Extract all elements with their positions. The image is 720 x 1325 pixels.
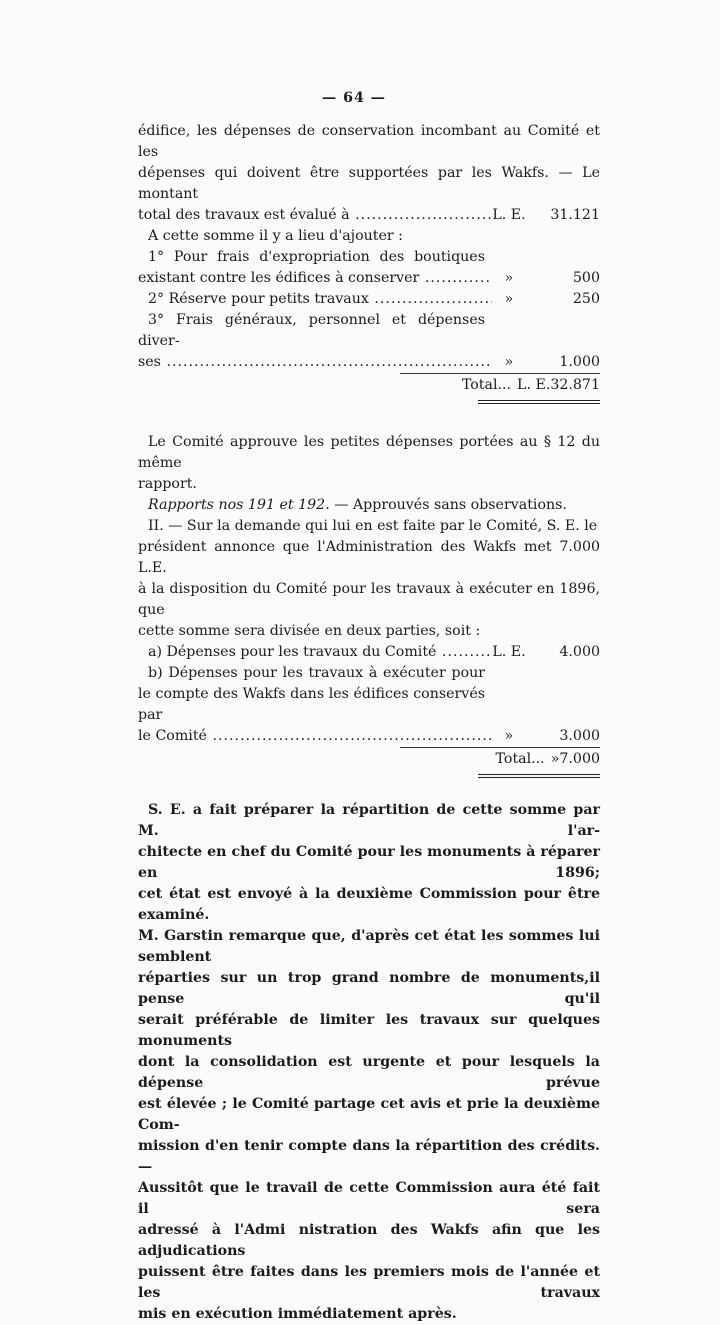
addition-1-row [138, 268, 600, 289]
total-label: Total... [495, 751, 545, 767]
text-line: président annonce que l'Administration des Wakfs met 7.000 L.E. [138, 539, 600, 576]
text-line: II. — Sur la demande qui lui en est faite par le Comité, S. E. le [148, 518, 598, 534]
final-paragraph [138, 800, 600, 1325]
text-line: S. E. a fait préparer la répartition de cette somme par M. l'ar- [138, 802, 600, 839]
reports-line [138, 495, 600, 516]
text-line: mission d'en tenir compte dans la répartition des crédits. — [138, 1138, 600, 1175]
currency-unit: L. E. [492, 644, 526, 660]
ditto-mark: » [504, 728, 514, 744]
part-b-row [138, 726, 600, 747]
addition-3-line1: 3° Frais généraux, personnel et dépenses diver- [138, 312, 485, 349]
reports-reference: Rapports nos 191 et 192. [148, 497, 330, 513]
total-amount: 32.871 [550, 377, 600, 393]
amount: 31.121 [550, 207, 600, 223]
intro-paragraph [138, 121, 600, 247]
ditto-mark: » [504, 354, 514, 370]
addition-1-line1: 1° Pour frais d'expropriation des boutiques [148, 249, 485, 265]
additions-list [138, 247, 600, 404]
total-row [400, 747, 600, 771]
text-line: dépenses qui doivent être supportées par les Wakfs. — Le montant [138, 165, 600, 202]
addition-2-row [138, 289, 600, 310]
addition-1-label: existant contre les édifices à conserver ..... [138, 268, 492, 289]
amount: 500 [572, 270, 600, 286]
addition-2-label: 2° Réserve pour petits travaux ..... [148, 289, 492, 310]
amount: 1.000 [559, 354, 600, 370]
amount: 3.000 [559, 728, 600, 744]
approval-paragraph [138, 432, 600, 516]
part-b-label: le Comité ..... [138, 726, 492, 747]
text-line: rapport. [138, 476, 197, 492]
part-b-line2: le compte des Wakfs dans les édifices conservés par [138, 686, 485, 723]
currency-unit: L. E. [492, 207, 526, 223]
ditto-mark: » [504, 291, 514, 307]
addition-3-label: ses ..... [138, 352, 492, 373]
text-line: dont la consolidation est urgente et pour lesquels la dépense prévue [138, 1054, 600, 1091]
addition-3-row [138, 352, 600, 373]
spacer [138, 778, 600, 800]
text-line: à la disposition du Comité pour les travaux à exécuter en 1896, que [138, 581, 600, 618]
amount: 4.000 [559, 644, 600, 660]
ditto-mark: » [550, 751, 560, 767]
text-line: Aussitôt que le travail de cette Commission aura été fait il sera [138, 1180, 600, 1217]
section-ii [138, 516, 600, 778]
total-row [400, 373, 600, 397]
text-line: chitecte en chef du Comité pour les monuments à réparer en 1896; [138, 844, 600, 881]
text-line: M. Garstin remarque que, d'après cet état les sommes lui semblent [138, 928, 600, 965]
text-line: mis en exécution immédiatement après. [138, 1306, 457, 1322]
spacer [138, 404, 600, 432]
currency-unit: L. E. [517, 377, 551, 393]
text-line: Le Comité approuve les petites dépenses portées au § 12 du même [138, 434, 600, 471]
amount: 250 [572, 291, 600, 307]
estimate-row [138, 205, 600, 226]
estimate-label: total des travaux est évalué à ..... [138, 205, 492, 226]
document-page [138, 88, 600, 1325]
text-line: A cette somme il y a lieu d'ajouter : [148, 228, 403, 244]
part-a-row [138, 642, 600, 663]
ditto-mark: » [504, 270, 514, 286]
part-a-label: a) Dépenses pour les travaux du Comité ..... [148, 642, 492, 663]
total-label: Total... [461, 377, 512, 393]
text-line: est élevée ; le Comité partage cet avis et prie la deuxième Com- [138, 1096, 600, 1133]
text-line: édifice, les dépenses de conservation incombant au Comité et les [138, 123, 600, 160]
reports-text: — Approuvés sans observations. [329, 497, 567, 513]
total-amount: 7.000 [559, 751, 600, 767]
text-line: cet état est envoyé à la deuxième Commission pour être examiné. [138, 886, 600, 923]
text-line: serait préférable de limiter les travaux sur quelques monuments [138, 1012, 600, 1049]
page-number: — 64 — [322, 90, 386, 106]
text-line: adressé à l'Admi nistration des Wakfs afin que les adjudications [138, 1222, 600, 1259]
text-line: réparties sur un trop grand nombre de monuments,il pense qu'il [138, 970, 600, 1007]
text-line: cette somme sera divisée en deux parties, soit : [138, 623, 481, 639]
text-line: puissent être faites dans les premiers mois de l'année et les travaux [138, 1264, 600, 1301]
part-b-line1: b) Dépenses pour les travaux à exécuter pour [148, 665, 485, 681]
